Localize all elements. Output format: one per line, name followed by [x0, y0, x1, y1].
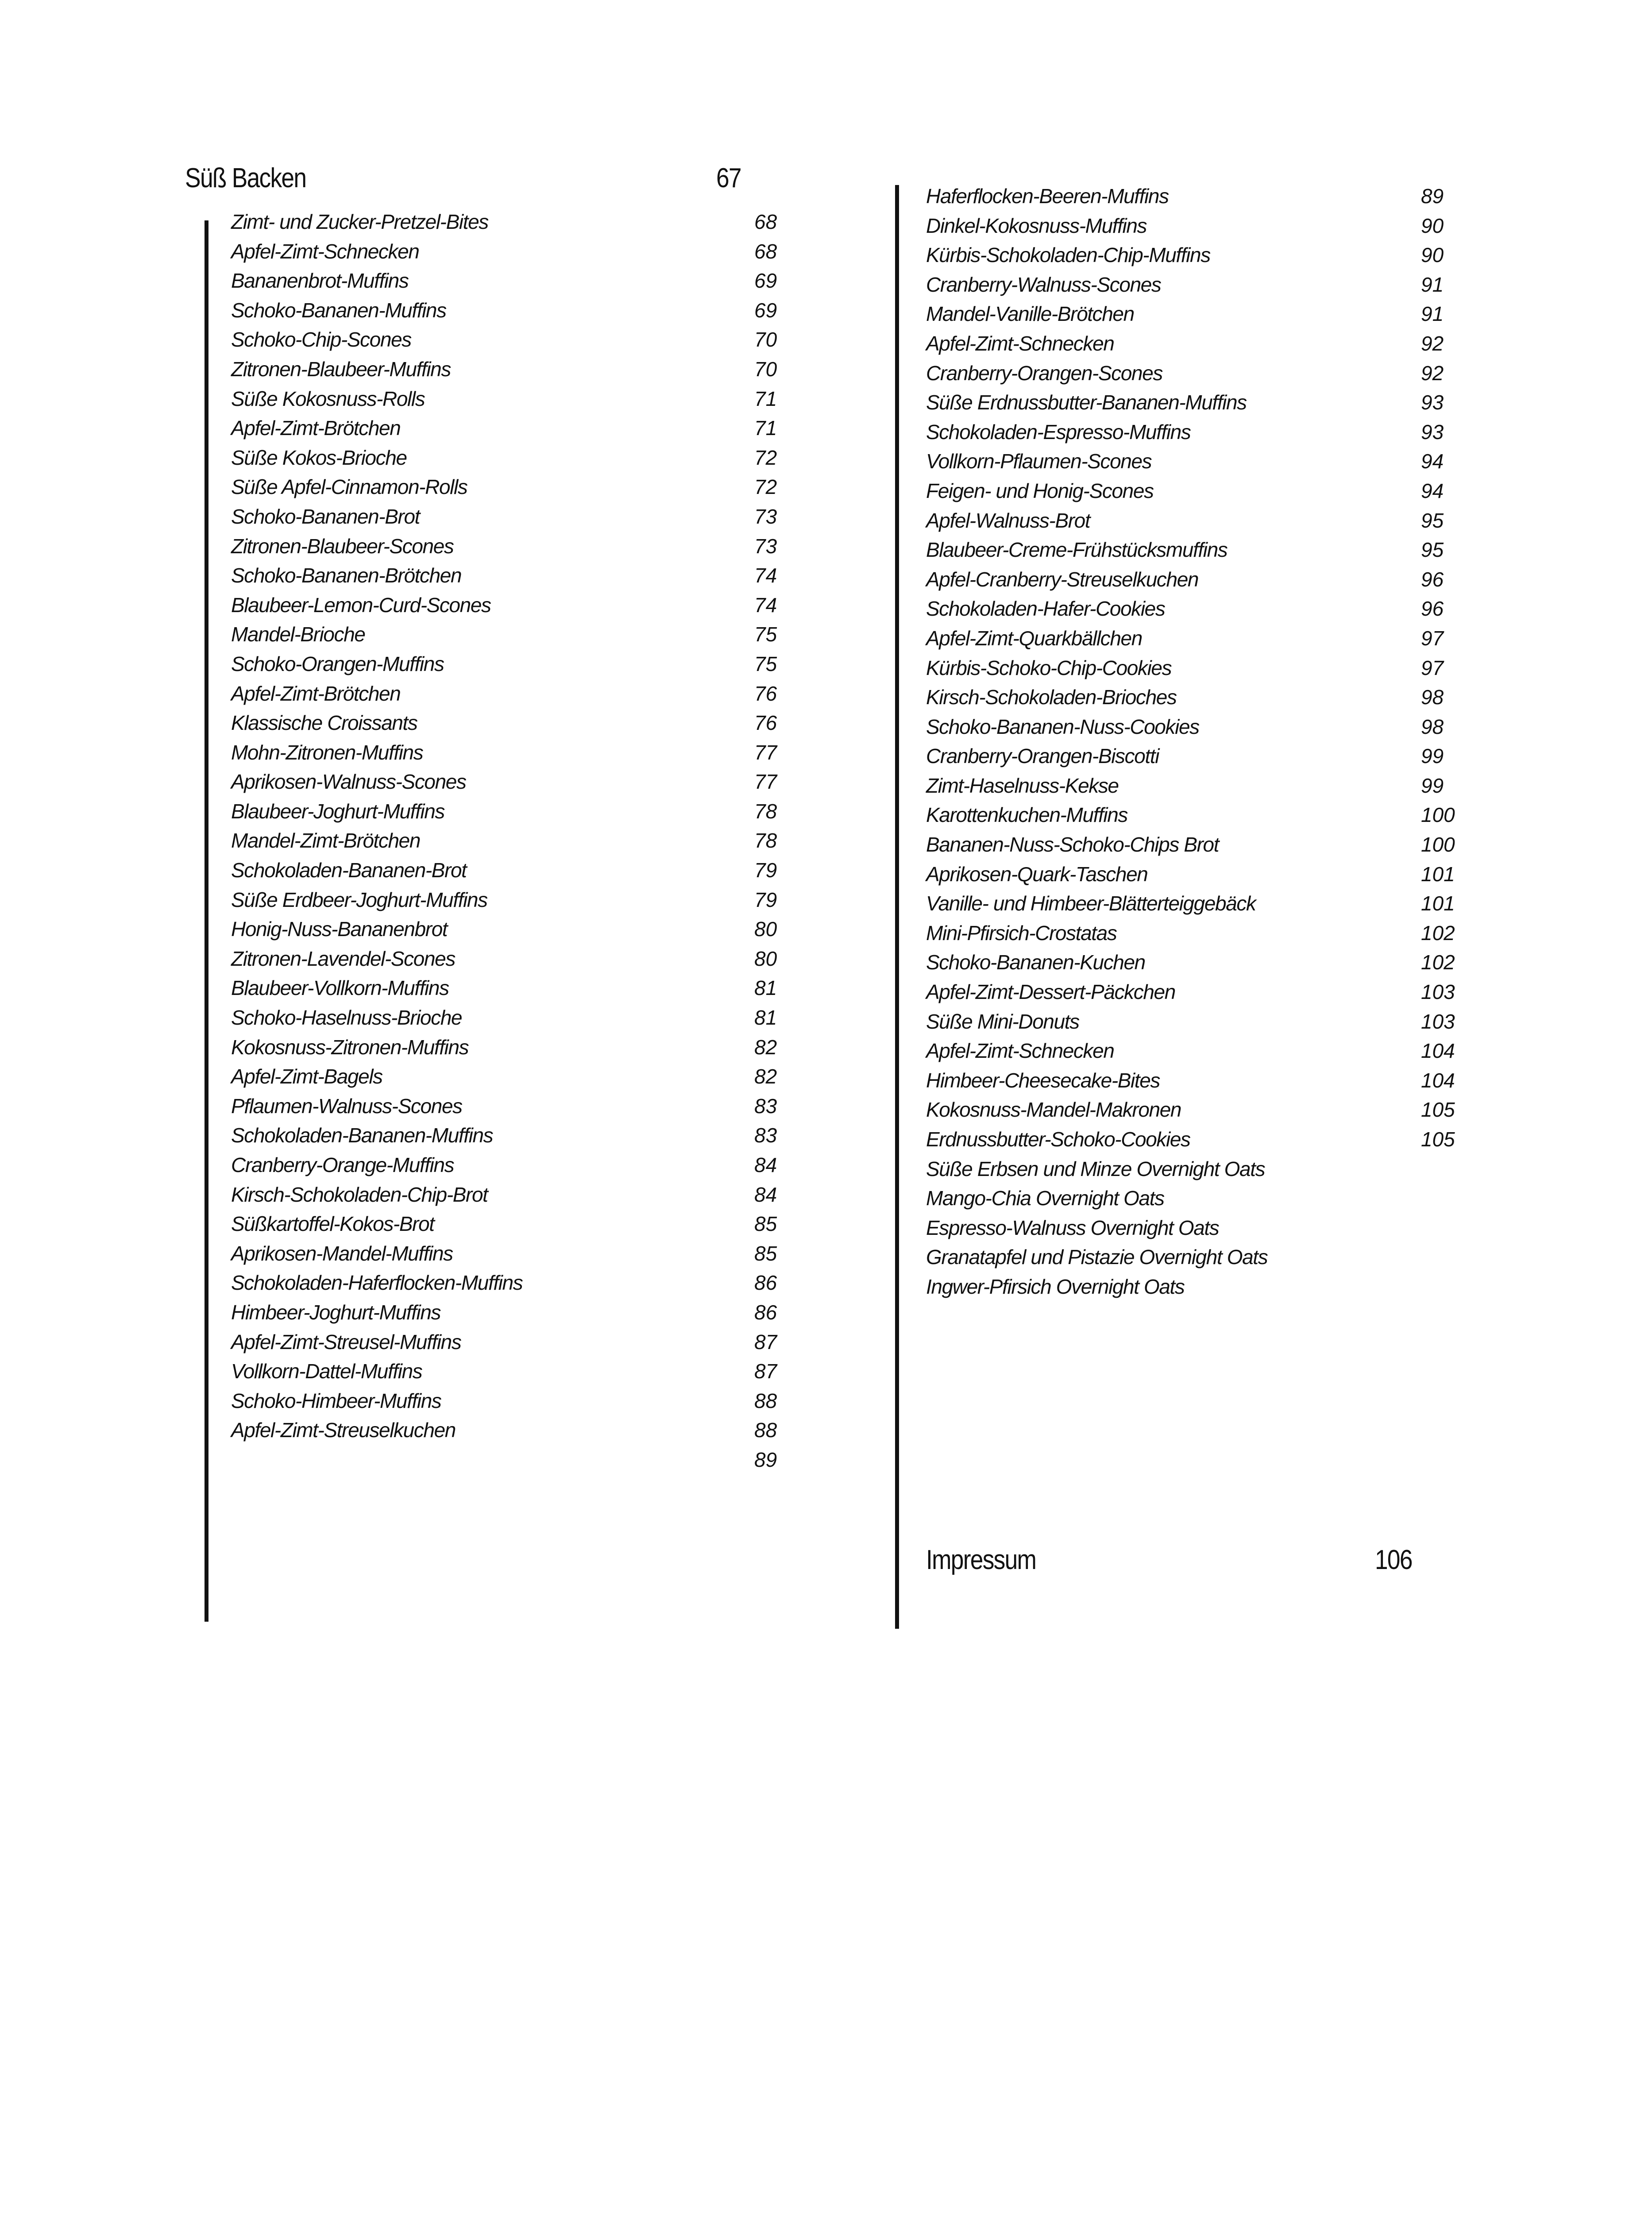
toc-entry-page: 105 [1421, 1128, 1455, 1151]
toc-entry-title: Schoko-Bananen-Nuss-Cookies [926, 715, 1199, 738]
toc-entry-title: Haferflocken-Beeren-Muffins [926, 185, 1169, 208]
toc-entry [231, 918, 798, 948]
toc-entry [926, 804, 1479, 833]
toc-entry-title: Schokoladen-Hafer-Cookies [926, 597, 1165, 621]
toc-entry-page: 95 [1421, 509, 1444, 532]
toc-entry-title: Mango-Chia Overnight Oats [926, 1187, 1164, 1210]
toc-entry-page: 74 [754, 564, 777, 587]
toc-entry-title: Apfel-Zimt-Brötchen [231, 416, 401, 440]
toc-entry [231, 1301, 798, 1331]
toc-entry [231, 771, 798, 800]
toc-entry-title: Mandel-Vanille-Brötchen [926, 302, 1134, 326]
toc-entry-page: 83 [754, 1124, 777, 1147]
toc-entry [926, 745, 1479, 775]
toc-entry-page: 93 [1421, 420, 1444, 443]
toc-entry [231, 240, 798, 270]
toc-entry [231, 829, 798, 859]
toc-entry [231, 1036, 798, 1066]
toc-entry [231, 800, 798, 830]
toc-entry-page: 100 [1421, 833, 1455, 856]
toc-entry [926, 1040, 1479, 1069]
toc-entry-title: Mohn-Zitronen-Muffins [231, 740, 423, 764]
toc-entry-title: Honig-Nuss-Bananenbrot [231, 918, 448, 941]
toc-entry-page: 89 [754, 1448, 777, 1471]
toc-entry-page: 76 [754, 682, 777, 705]
toc-entry-title: Apfel-Zimt-Schnecken [926, 1039, 1114, 1063]
toc-entry [231, 505, 798, 535]
toc-entry [231, 564, 798, 594]
toc-entry-page: 69 [754, 269, 777, 293]
toc-entry-page: 99 [1421, 774, 1444, 797]
toc-entry-page: 72 [754, 475, 777, 499]
toc-entry [231, 1184, 798, 1213]
toc-entry [926, 1246, 1479, 1276]
toc-entry [231, 1272, 798, 1301]
toc-entry-page: 69 [754, 298, 777, 322]
toc-entry-title: Apfel-Cranberry-Streuselkuchen [926, 567, 1199, 591]
toc-entry-page: 97 [1421, 656, 1444, 679]
toc-entry [926, 450, 1479, 480]
toc-entry [926, 568, 1479, 598]
toc-entry-page: 95 [1421, 538, 1444, 562]
toc-entry-page: 79 [754, 859, 777, 882]
toc-entry-title: Schoko-Bananen-Brot [231, 505, 420, 528]
toc-entry-page: 80 [754, 918, 777, 941]
toc-entry [231, 948, 798, 977]
toc-entry-title: Blaubeer-Vollkorn-Muffins [231, 976, 449, 1000]
toc-entry-page: 103 [1421, 980, 1455, 1004]
toc-entry-title: Pflaumen-Walnuss-Scones [231, 1094, 462, 1118]
toc-entry-page: 89 [1421, 185, 1444, 208]
section-title: Süß Backen [185, 163, 306, 193]
toc-entry-page: 78 [754, 829, 777, 852]
toc-entry-page: 73 [754, 534, 777, 558]
toc-entry [231, 741, 798, 771]
toc-entry [231, 1124, 798, 1154]
toc-entry [231, 682, 798, 712]
toc-entry [926, 1069, 1479, 1099]
toc-entry-title: Kirsch-Schokoladen-Brioches [926, 686, 1177, 709]
toc-entry [926, 215, 1479, 244]
toc-entry [926, 539, 1479, 568]
toc-entry [231, 476, 798, 505]
toc-entry-page: 97 [1421, 626, 1444, 650]
toc-entry-page: 93 [1421, 391, 1444, 414]
toc-entry [926, 863, 1479, 893]
right-column-rule [895, 185, 899, 1629]
toc-entry-page: 77 [754, 770, 777, 794]
toc-entry [926, 1128, 1479, 1158]
toc-entry-page: 102 [1421, 951, 1455, 974]
right-toc-list [926, 185, 1479, 1305]
toc-entry-title: Süße Mini-Donuts [926, 1010, 1079, 1033]
toc-entry-title: Apfel-Zimt-Quarkbällchen [926, 626, 1142, 650]
toc-entry-page: 80 [754, 947, 777, 970]
toc-entry-title: Espresso-Walnuss Overnight Oats [926, 1216, 1219, 1239]
toc-entry-page: 86 [754, 1300, 777, 1324]
toc-entry-title: Himbeer-Joghurt-Muffins [231, 1300, 441, 1324]
toc-entry-page: 84 [754, 1153, 777, 1176]
toc-entry-title: Zimt- und Zucker-Pretzel-Bites [231, 210, 488, 233]
toc-entry [231, 889, 798, 918]
toc-entry-title: Schoko-Orangen-Muffins [231, 652, 444, 675]
toc-entry-title: Dinkel-Kokosnuss-Muffins [926, 214, 1147, 237]
impressum-title: Impressum [926, 1545, 1036, 1575]
toc-entry-title: Süßkartoffel-Kokos-Brot [231, 1212, 434, 1236]
toc-entry-page: 90 [1421, 214, 1444, 237]
toc-entry-title: Schokoladen-Espresso-Muffins [926, 420, 1191, 443]
toc-entry [926, 686, 1479, 716]
toc-entry-title: Schokoladen-Haferflocken-Muffins [231, 1271, 523, 1295]
toc-entry-page: 87 [754, 1360, 777, 1383]
toc-entry-page: 104 [1421, 1039, 1455, 1063]
toc-entry-title: Blaubeer-Joghurt-Muffins [231, 799, 445, 823]
toc-entry-page: 91 [1421, 302, 1444, 326]
toc-entry [926, 1276, 1479, 1305]
toc-entry-page: 103 [1421, 1010, 1455, 1033]
toc-entry [926, 1099, 1479, 1128]
toc-entry [926, 509, 1479, 539]
toc-entry-title: Himbeer-Cheesecake-Bites [926, 1068, 1160, 1092]
toc-entry-title: Zitronen-Blaubeer-Scones [231, 534, 454, 558]
toc-entry-title: Erdnussbutter-Schoko-Cookies [926, 1128, 1190, 1151]
toc-entry-title: Schokoladen-Bananen-Brot [231, 859, 467, 882]
toc-entry-title: Mini-Pfirsich-Crostatas [926, 921, 1117, 945]
toc-entry-title: Cranberry-Orangen-Biscotti [926, 744, 1159, 768]
toc-entry-title: Schoko-Bananen-Muffins [231, 298, 446, 322]
toc-entry-title: Zitronen-Lavendel-Scones [231, 947, 455, 970]
toc-entry-title: Cranberry-Walnuss-Scones [926, 273, 1161, 296]
toc-entry [231, 712, 798, 741]
toc-entry-title: Süße Kokos-Brioche [231, 446, 407, 469]
toc-entry-title: Mandel-Zimt-Brötchen [231, 829, 421, 852]
toc-entry-page: 102 [1421, 921, 1455, 945]
toc-entry-title: Kokosnuss-Mandel-Makronen [926, 1098, 1181, 1122]
toc-entry-title: Apfel-Zimt-Streusel-Muffins [231, 1330, 461, 1353]
toc-entry-title: Apfel-Zimt-Bagels [231, 1065, 382, 1088]
toc-entry-page: 92 [1421, 361, 1444, 385]
toc-entry-page: 91 [1421, 273, 1444, 296]
toc-entry [231, 1360, 798, 1390]
toc-entry-page: 82 [754, 1065, 777, 1088]
toc-entry [231, 388, 798, 417]
toc-entry [926, 332, 1479, 362]
toc-entry-page: 87 [754, 1330, 777, 1353]
toc-entry [231, 1331, 798, 1361]
toc-entry [231, 1213, 798, 1242]
toc-entry [926, 1187, 1479, 1217]
toc-entry-page: 82 [754, 1035, 777, 1059]
toc-entry-page: 94 [1421, 479, 1444, 502]
toc-entry [231, 447, 798, 476]
toc-entry [926, 1217, 1479, 1246]
toc-entry [926, 598, 1479, 627]
toc-entry [231, 859, 798, 889]
toc-entry-title: Süße Erdbeer-Joghurt-Muffins [231, 888, 487, 911]
toc-entry-title: Kürbis-Schoko-Chip-Cookies [926, 656, 1172, 679]
toc-entry-title: Aprikosen-Quark-Taschen [926, 862, 1148, 886]
toc-entry-page: 100 [1421, 803, 1455, 827]
toc-entry-page: 90 [1421, 243, 1444, 267]
toc-entry-page: 70 [754, 328, 777, 351]
toc-entry-title: Schoko-Bananen-Kuchen [926, 951, 1145, 974]
toc-entry-title: Zitronen-Blaubeer-Muffins [231, 357, 451, 381]
toc-entry [926, 362, 1479, 392]
toc-entry-title: Apfel-Zimt-Schnecken [926, 332, 1114, 355]
toc-entry [926, 421, 1479, 451]
toc-entry-page: 84 [754, 1183, 777, 1206]
toc-entry-page: 81 [754, 1006, 777, 1029]
toc-entry-page: 85 [754, 1212, 777, 1236]
toc-entry [926, 922, 1479, 952]
toc-entry-page: 70 [754, 357, 777, 381]
toc-entry-page: 75 [754, 623, 777, 646]
toc-entry-title: Schoko-Himbeer-Muffins [231, 1389, 441, 1412]
toc-entry-title: Süße Erdnussbutter-Bananen-Muffins [926, 391, 1247, 414]
toc-entry [231, 1095, 798, 1125]
toc-entry [231, 1419, 798, 1449]
left-column-rule [205, 220, 208, 1622]
toc-entry-title: Bananenbrot-Muffins [231, 269, 409, 293]
toc-entry-page: 74 [754, 593, 777, 617]
toc-entry [926, 627, 1479, 657]
toc-entry-title: Vollkorn-Dattel-Muffins [231, 1360, 422, 1383]
toc-entry-title: Zimt-Haselnuss-Kekse [926, 774, 1119, 797]
toc-entry-title: Blaubeer-Lemon-Curd-Scones [231, 593, 491, 617]
toc-entry-title: Schoko-Bananen-Brötchen [231, 564, 462, 587]
toc-entry-title: Süße Apfel-Cinnamon-Rolls [231, 475, 467, 499]
toc-entry-title: Kokosnuss-Zitronen-Muffins [231, 1035, 469, 1059]
toc-entry-page: 86 [754, 1271, 777, 1295]
toc-entry [231, 594, 798, 624]
toc-entry-title: Feigen- und Honig-Scones [926, 479, 1154, 502]
toc-entry [926, 185, 1479, 215]
toc-entry-title: Apfel-Zimt-Brötchen [231, 682, 401, 705]
toc-entry-page: 96 [1421, 597, 1444, 621]
toc-entry [231, 211, 798, 240]
toc-entry-page: 98 [1421, 715, 1444, 738]
toc-entry [231, 623, 798, 653]
toc-entry [231, 1390, 798, 1419]
toc-entry [926, 480, 1479, 509]
toc-entry [231, 977, 798, 1006]
toc-entry [926, 657, 1479, 686]
toc-entry-title: Apfel-Zimt-Schnecken [231, 239, 419, 263]
toc-entry-page: 92 [1421, 332, 1444, 355]
toc-entry-page: 68 [754, 210, 777, 233]
toc-entry [926, 274, 1479, 303]
toc-entry-title: Süße Kokosnuss-Rolls [231, 387, 425, 410]
toc-entry-page: 77 [754, 740, 777, 764]
toc-entry [231, 1154, 798, 1184]
toc-entry-page: 88 [754, 1419, 777, 1442]
toc-entry [926, 951, 1479, 981]
toc-entry [231, 328, 798, 358]
toc-entry-title: Karottenkuchen-Muffins [926, 803, 1128, 827]
toc-entry [926, 1158, 1479, 1187]
toc-entry [231, 1006, 798, 1036]
toc-entry [231, 417, 798, 447]
toc-entry [926, 244, 1479, 274]
toc-entry-title: Schoko-Haselnuss-Brioche [231, 1006, 462, 1029]
toc-entry-page: 88 [754, 1389, 777, 1412]
toc-entry-page: 83 [754, 1094, 777, 1118]
toc-entry-title: Kirsch-Schokoladen-Chip-Brot [231, 1183, 488, 1206]
toc-entry-title: Kürbis-Schokoladen-Chip-Muffins [926, 243, 1210, 267]
toc-entry-page: 99 [1421, 744, 1444, 768]
toc-entry [926, 391, 1479, 421]
toc-entry [926, 981, 1479, 1010]
section-page-number: 67 [716, 163, 741, 193]
toc-entry-title: Schoko-Chip-Scones [231, 328, 411, 351]
toc-entry-page: 71 [754, 416, 777, 440]
toc-entry [231, 299, 798, 329]
toc-entry-title: Apfel-Zimt-Streuselkuchen [231, 1419, 455, 1442]
toc-entry [231, 535, 798, 565]
toc-entry-page: 101 [1421, 862, 1455, 886]
toc-entry-page: 78 [754, 799, 777, 823]
toc-entry-title: Apfel-Walnuss-Brot [926, 509, 1090, 532]
toc-entry-page: 96 [1421, 567, 1444, 591]
toc-entry-title: Süße Erbsen und Minze Overnight Oats [926, 1157, 1265, 1180]
toc-entry [926, 892, 1479, 922]
toc-entry-page: 81 [754, 976, 777, 1000]
toc-entry [231, 1065, 798, 1095]
toc-entry [926, 716, 1479, 745]
toc-entry-title: Schokoladen-Bananen-Muffins [231, 1124, 493, 1147]
toc-entry-page: 75 [754, 652, 777, 675]
toc-entry [231, 1449, 798, 1478]
toc-entry-title: Aprikosen-Walnuss-Scones [231, 770, 466, 794]
toc-entry [926, 775, 1479, 804]
toc-entry-title: Ingwer-Pfirsich Overnight Oats [926, 1275, 1185, 1298]
toc-entry-title: Cranberry-Orange-Muffins [231, 1153, 454, 1176]
toc-entry [231, 270, 798, 299]
toc-entry-title: Klassische Croissants [231, 711, 417, 735]
toc-entry-title: Cranberry-Orangen-Scones [926, 361, 1162, 385]
toc-entry-page: 73 [754, 505, 777, 528]
toc-entry-page: 105 [1421, 1098, 1455, 1122]
toc-entry-page: 98 [1421, 686, 1444, 709]
toc-entry-title: Vollkorn-Pflaumen-Scones [926, 450, 1152, 473]
toc-entry-page: 68 [754, 239, 777, 263]
toc-entry-page: 76 [754, 711, 777, 735]
toc-entry [926, 833, 1479, 863]
toc-entry-title: Vanille- und Himbeer-Blätterteiggebäck [926, 892, 1256, 915]
toc-entry-page: 71 [754, 387, 777, 410]
left-toc-list [231, 211, 798, 1478]
toc-entry-page: 72 [754, 446, 777, 469]
toc-entry [926, 1010, 1479, 1040]
toc-entry-title: Aprikosen-Mandel-Muffins [231, 1241, 453, 1265]
toc-entry-page: 101 [1421, 892, 1455, 915]
toc-entry [231, 653, 798, 682]
toc-entry-page: 94 [1421, 450, 1444, 473]
toc-entry [231, 358, 798, 388]
toc-entry-title: Apfel-Zimt-Dessert-Päckchen [926, 980, 1175, 1004]
toc-entry [231, 1242, 798, 1272]
toc-entry-page: 85 [754, 1241, 777, 1265]
toc-entry-page: 104 [1421, 1068, 1455, 1092]
toc-entry-title: Blaubeer-Creme-Frühstücksmuffins [926, 538, 1227, 562]
impressum-page-number: 106 [1375, 1545, 1412, 1575]
toc-entry [926, 303, 1479, 332]
toc-entry-title: Bananen-Nuss-Schoko-Chips Brot [926, 833, 1219, 856]
toc-entry-title: Mandel-Brioche [231, 623, 365, 646]
toc-entry-title: Granatapfel und Pistazie Overnight Oats [926, 1245, 1268, 1269]
toc-entry-page: 79 [754, 888, 777, 911]
